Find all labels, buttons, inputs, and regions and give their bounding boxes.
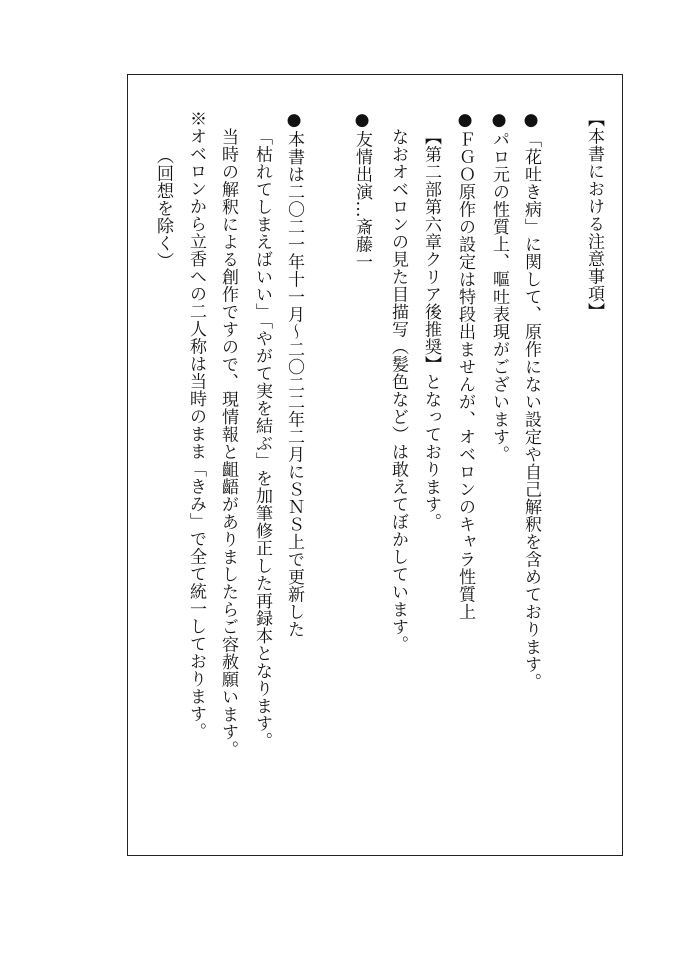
- notice-line-3: ●ＦＧＯ原作の設定は特段出ませんが、オベロンのキャラ性質上: [455, 110, 475, 621]
- notice-line-4: 【第二部第六章クリア後推奨】となっております。: [421, 128, 441, 531]
- notice-line-6: ●友情出演…斎藤一: [352, 110, 372, 271]
- notice-line-11: （回想を除く）: [153, 147, 173, 270]
- notice-line-8: 「枯れてしまえばいい」「やがて実を結ぶ」を加筆修正した再録本となります。: [252, 128, 272, 750]
- notice-line-1: ●「花吐き病」に関して、原作にない設定や自己解釈を含めております。: [521, 110, 541, 691]
- notice-line-7: ●本書は二〇二一年十一月〜二〇二二年二月にＳＮＳ上で更新した: [284, 110, 304, 638]
- notice-line-10: ※オベロンから立香への二人称は当時のまま「きみ」で全て統一しております。: [186, 110, 206, 740]
- notice-heading: 【本書における注意事項】: [584, 110, 604, 320]
- notice-line-5: なおオベロンの見た目描写（髪色など）は敢えてぼかしています。: [388, 128, 408, 653]
- notice-line-2: ●パロ元の性質上、嘔吐表現がございます。: [489, 110, 509, 463]
- notice-line-9: 当時の解釈による創作ですので、現情報と齟齬がありましたらご容赦願います。: [218, 128, 238, 758]
